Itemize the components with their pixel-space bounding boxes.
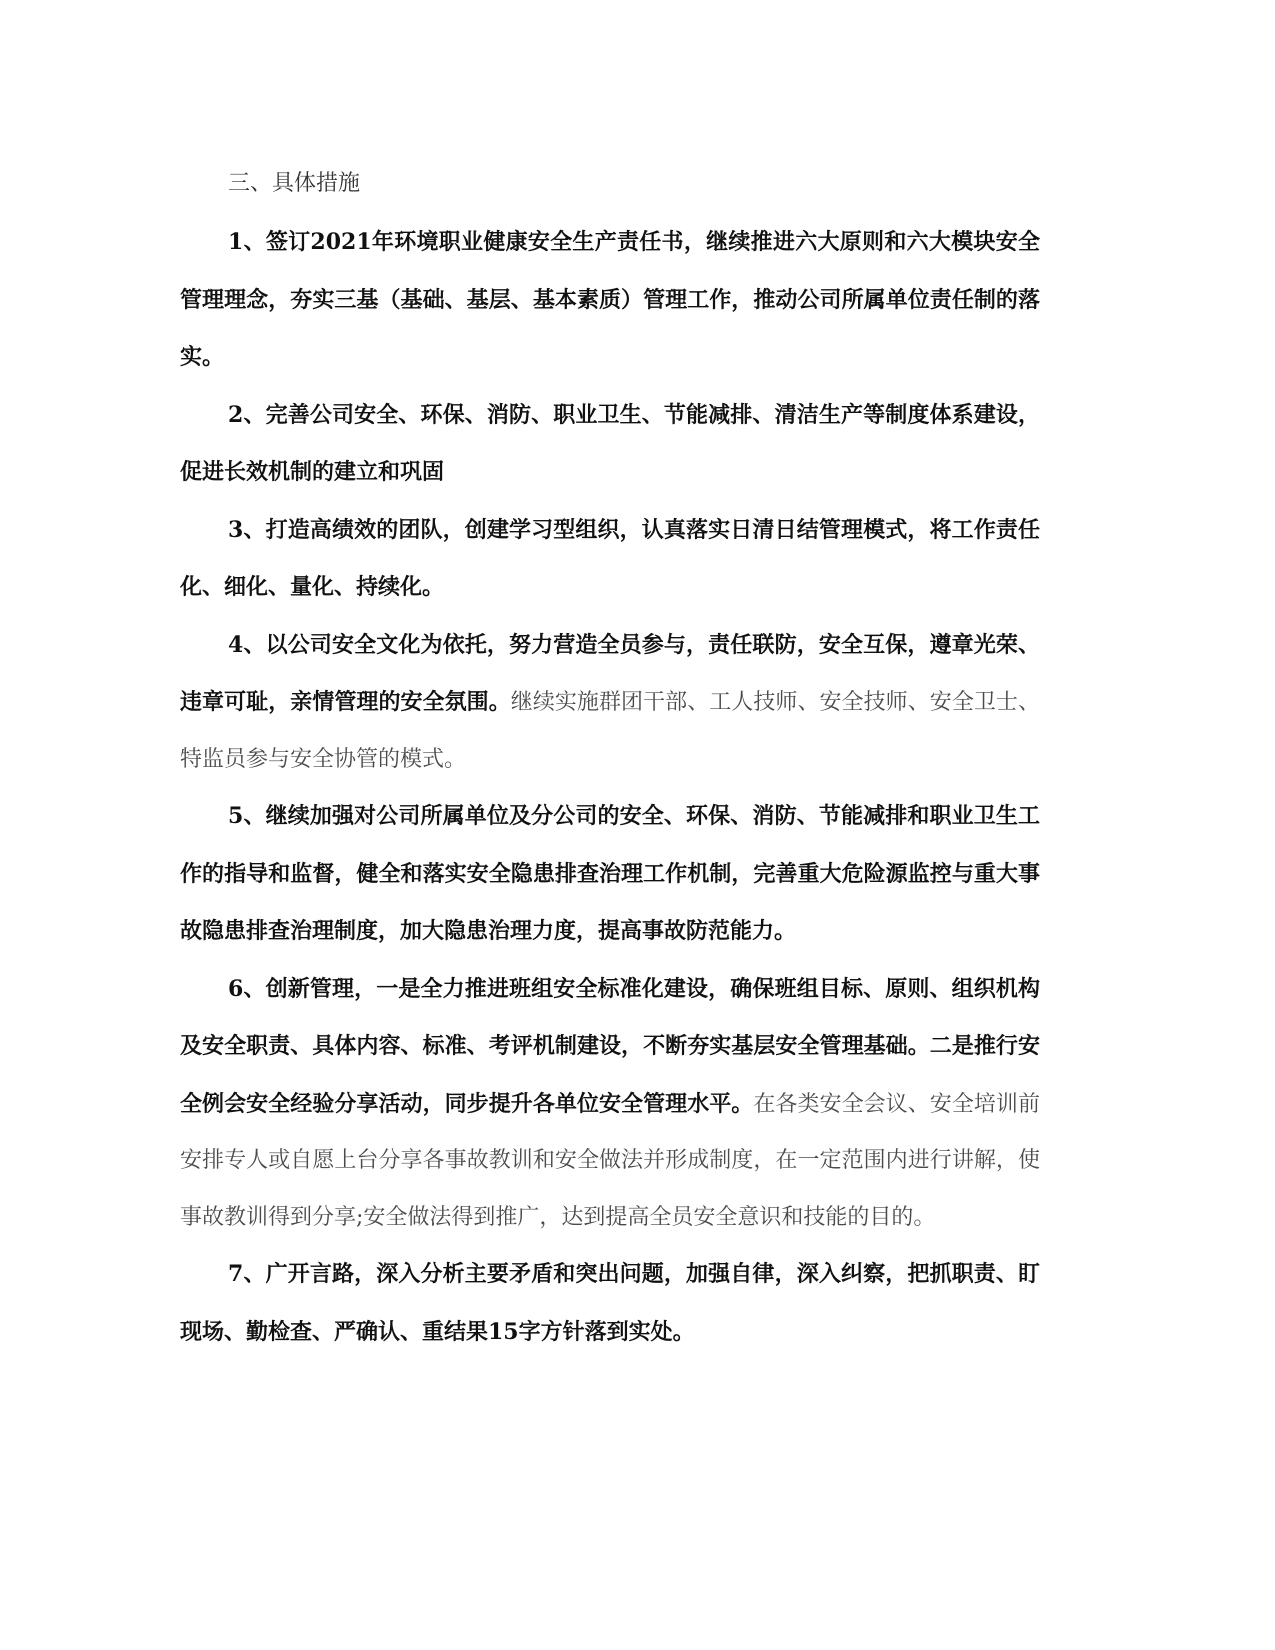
- paragraph-1-bold-text: 1、签订2021年环境职业健康安全生产责任书，继续推进六大原则和六大模块安全管理理念，夯实三基（基础、基层、基本素质）管理工作，推动公司所属单位责任制的落实。: [180, 229, 1040, 370]
- paragraph-4: [180, 617, 1040, 789]
- paragraph-4-regular-text: 继续实施群团干部、工人技师、安全技师、安全卫士、特监员参与安全协管的模式。: [180, 690, 1040, 772]
- paragraph-6-bold-text: 6、创新管理，一是全力推进班组安全标准化建设，确保班组目标、原则、组织机构及安全职责、具体内容、标准、考评机制建设，不断夯实基层安全管理基础。二是推行安全例会安全经验分享活动，同步提升各单位安全管理水平。: [180, 975, 1040, 1117]
- paragraph-3-bold-text: 3、打造高绩效的团队，创建学习型组织，认真落实日清日结管理模式，将工作责任化、细化、量化、持续化。: [180, 516, 1040, 600]
- document-page: [180, 160, 1040, 1361]
- paragraph-2-bold-text: 2、完善公司安全、环保、消防、职业卫生、节能减排、清洁生产等制度体系建设，促进长效机制的建立和巩固: [180, 401, 1040, 485]
- paragraph-7: [180, 1246, 1040, 1361]
- paragraph-6: [180, 961, 1040, 1247]
- paragraph-4-bold-text: 4、以公司安全文化为依托，努力营造全员参与，责任联防，安全互保，遵章光荣、违章可耻，亲情管理的安全氛围。: [180, 631, 1040, 715]
- paragraph-6-regular-text: 在各类安全会议、安全培训前安排专人或自愿上台分享各事故教训和安全做法并形成制度，在一定范围内进行讲解，使事故教训得到分享;安全做法得到推广，达到提高全员安全意识和技能的目的。: [180, 1091, 1040, 1230]
- paragraph-1: [180, 214, 1040, 387]
- paragraph-3: [180, 502, 1040, 617]
- paragraph-2: [180, 387, 1040, 502]
- paragraph-5: [180, 788, 1040, 961]
- paragraph-7-bold-text: 7、广开言路，深入分析主要矛盾和突出问题，加强自律，深入纠察，把抓职责、盯现场、勤检查、严确认、重结果15字方针落到实处。: [180, 1261, 1040, 1345]
- section-heading: 三、具体措施: [228, 171, 361, 196]
- paragraph-5-bold-text: 5、继续加强对公司所属单位及分公司的安全、环保、消防、节能减排和职业卫生工作的指导和监督，健全和落实安全隐患排查治理工作机制，完善重大危险源监控与重大事故隐患排查治理制度，加大隐患治理力度，提高事故防范能力。: [180, 803, 1040, 944]
